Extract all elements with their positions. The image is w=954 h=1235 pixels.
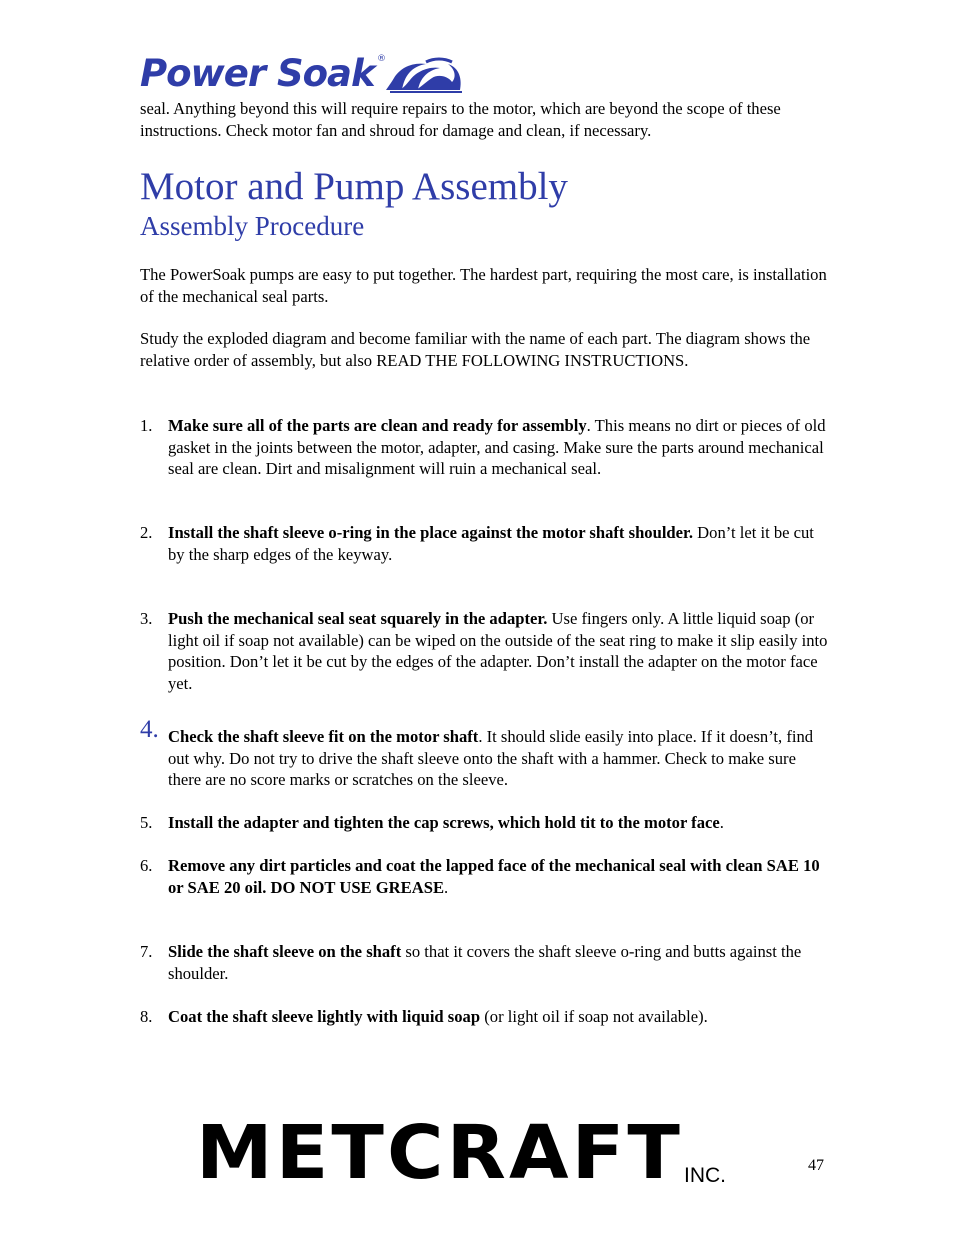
power-soak-logo bbox=[138, 52, 468, 96]
step-number: 7. bbox=[140, 942, 153, 961]
step-body bbox=[168, 522, 830, 565]
registered-mark: ® bbox=[377, 54, 386, 64]
step-bold: Remove any dirt particles and coat the lapped face of the mechanical seal with clean SAE 10 or SAE 20 oil. DO NOT USE GREASE bbox=[168, 856, 820, 897]
step-number: 2. bbox=[140, 523, 153, 542]
step-bold: Coat the shaft sleeve lightly with liquid soap bbox=[168, 1007, 481, 1026]
step-rest: . This means no dirt or pieces of old gasket in the joints between the motor, adapter, and casing. Make sure the parts around mechanical seal are clean. Dirt and misalignment will ruin a mechanical seal. bbox=[168, 416, 826, 478]
step-number: 6. bbox=[140, 856, 153, 875]
step-body bbox=[168, 726, 830, 791]
metcraft-logo-suffix: INC. bbox=[684, 1164, 726, 1187]
step-rest: . It should slide easily into place. If it doesn’t, find out why. Do not try to drive the shaft sleeve onto the shaft with a hammer. Check to make sure there are no score marks or scratches on the sleeve. bbox=[168, 727, 814, 789]
section-subtitle: Assembly Procedure bbox=[140, 211, 365, 241]
section-title: Motor and Pump Assembly bbox=[140, 165, 568, 208]
page-number: 47 bbox=[808, 1157, 824, 1174]
step-number: 1. bbox=[140, 416, 153, 435]
step-number: 8. bbox=[140, 1007, 153, 1026]
step-bold: Install the adapter and tighten the cap screws, which hold tit to the motor face bbox=[168, 813, 720, 832]
step-rest: Don’t let it be cut by the sharp edges of the keyway. bbox=[168, 523, 814, 564]
step-body bbox=[168, 941, 830, 984]
step-number: 5. bbox=[140, 813, 153, 832]
step-body bbox=[168, 608, 830, 694]
step-rest: Use fingers only. A little liquid soap (or light oil if soap not available) can be wiped on the outside of the seat ring to make it slip easily into position. Don’t let it be cut by the edges of the adapter. Don’t install the adapter on the motor face yet. bbox=[168, 609, 828, 693]
step-bold: Slide the shaft sleeve on the shaft bbox=[168, 942, 402, 961]
wave-logo-icon bbox=[382, 56, 464, 94]
step-number: 4. bbox=[140, 716, 159, 743]
step-body bbox=[168, 855, 830, 898]
step-body bbox=[168, 812, 830, 834]
power-soak-logo-text: Power Soak bbox=[140, 52, 375, 95]
step-rest: (or light oil if soap not available). bbox=[480, 1007, 708, 1026]
step-body bbox=[168, 415, 830, 480]
metcraft-logo-text: METCRAFT bbox=[196, 1110, 683, 1196]
step-rest: . bbox=[719, 813, 724, 832]
step-number: 3. bbox=[140, 609, 153, 628]
intro-continuation: seal. Anything beyond this will require repairs to the motor, which are beyond the scope of these instructions. Check motor fan and shroud for damage and clean, if necessary. bbox=[140, 99, 781, 140]
step-body bbox=[168, 1006, 830, 1028]
paragraph-intro: The PowerSoak pumps are easy to put together. The hardest part, requiring the most care, is installation of the mechanical seal parts. bbox=[140, 265, 827, 306]
step-rest: . bbox=[444, 877, 449, 897]
step-bold: Install the shaft sleeve o-ring in the place against the motor shaft shoulder. bbox=[168, 523, 694, 542]
step-bold: Push the mechanical seal seat squarely in the adapter. bbox=[168, 609, 548, 628]
metcraft-logo bbox=[196, 1110, 736, 1196]
step-rest: so that it covers the shaft sleeve o-ring and butts against the shoulder. bbox=[168, 942, 802, 983]
step-bold: Check the shaft sleeve fit on the motor shaft bbox=[168, 727, 479, 746]
paragraph-diagram: Study the exploded diagram and become familiar with the name of each part. The diagram shows the relative order of assembly, but also READ THE FOLLOWING INSTRUCTIONS. bbox=[140, 329, 811, 370]
step-bold: Make sure all of the parts are clean and ready for assembly bbox=[168, 416, 587, 435]
